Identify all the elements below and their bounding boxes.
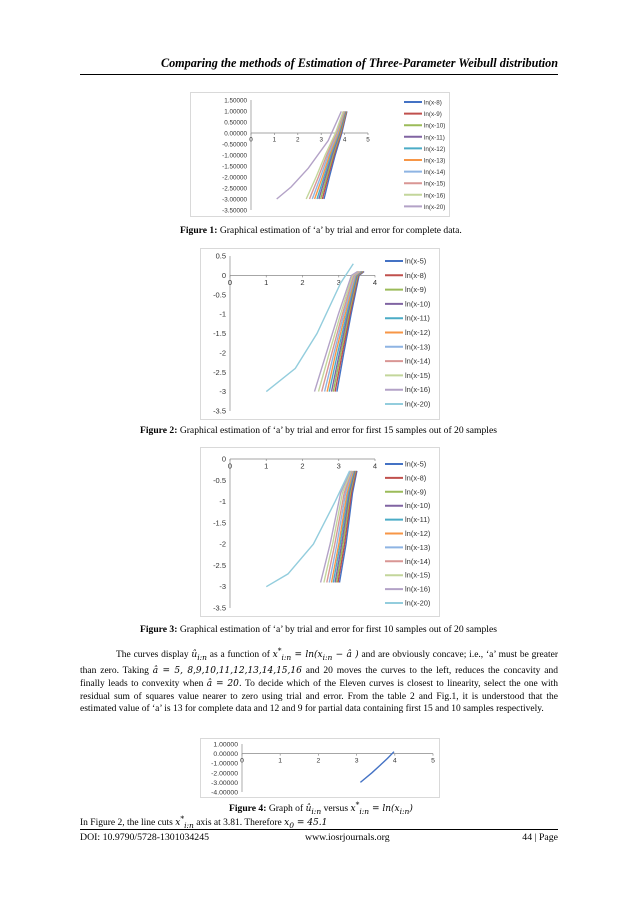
figure-4-svg: [200, 738, 440, 798]
fig1-y-tick-label: -0.50000: [222, 141, 247, 149]
fig3-y-tick-label: -3: [219, 582, 226, 592]
fig1-y-tick-label: 1.50000: [224, 97, 247, 105]
figure-4-caption-text-1: Graph of: [268, 803, 304, 814]
fig2-legend-label: ln(x-9): [405, 285, 427, 295]
fig2-y-tick-label: -3: [219, 387, 226, 397]
fig2-legend-label: ln(x-13): [405, 342, 431, 352]
fig4-x-tick-label: 5: [431, 757, 435, 765]
body-paragraph: [80, 645, 558, 716]
figure-4-chart: [200, 738, 440, 798]
fig1-legend-label: ln(x-14): [424, 169, 446, 177]
para-text-5: To decide which of the Eleven curves is closest to linearity, select the one with residual sum of squares value nearer to zero using trial and error. From the table 2 and Fig.1, it is understood that the estimated value of ‘a’ is 13 for complete data and 12 and 9 for partial data containing first 15 and 10 samples respectively.: [80, 678, 558, 715]
fig2-legend-label: ln(x-16): [405, 385, 431, 395]
fig2-y-tick-label: -1: [219, 309, 226, 319]
fig1-y-tick-label: -3.00000: [222, 196, 247, 204]
fig4-y-tick-label: 1.00000: [213, 741, 238, 749]
fig3-x-tick-label: 0: [227, 461, 233, 471]
fig1-legend-label: ln(x-13): [424, 157, 446, 165]
fig3-y-tick-label: -1: [219, 497, 226, 507]
fig3-legend-label: ln(x-9): [405, 487, 427, 497]
figure-4-caption-text-2: versus: [323, 803, 349, 814]
fig3-legend-label: ln(x-11): [405, 515, 430, 525]
figure-3-caption-label: Figure 3:: [140, 624, 178, 635]
fig3-legend-label: ln(x-16): [405, 584, 431, 594]
fig1-x-tick-label: 3: [319, 136, 323, 144]
fig2-legend-label: ln(x-8): [405, 270, 427, 280]
running-header: Comparing the methods of Estimation of Three-Parameter Weibull distribution: [160, 56, 558, 70]
fig3-legend-label: ln(x-14): [405, 556, 431, 566]
math-a-values: â = 5, 8,9,10,11,12,13,14,15,16: [152, 665, 302, 676]
fig1-x-tick-label: 4: [342, 136, 347, 144]
figure-2-svg: [200, 248, 440, 420]
para-text-4: and 20 moves the curves to the left, reduces the concavity and finally leads to convexity when: [80, 665, 559, 689]
footer-site[interactable]: www.iosrjournals.org: [305, 832, 390, 843]
fig3-legend-label: ln(x-20): [405, 598, 431, 608]
followup-text-1: In Figure 2, the line cuts: [80, 818, 173, 828]
figure-4-caption-label: Figure 4:: [229, 803, 267, 814]
fig1-y-tick-label: -2.00000: [222, 174, 247, 182]
fig1-legend-label: ln(x-12): [424, 145, 446, 153]
fig2-x-tick-label: 3: [336, 277, 341, 287]
followup-text-2: axis at 3.81. Therefore: [196, 818, 282, 828]
fig1-legend-label: ln(x-20): [424, 203, 446, 211]
fig3-legend-label: ln(x-12): [405, 529, 431, 538]
fig2-legend-label: ln(x-20): [405, 399, 431, 409]
fig2-legend-label: ln(x-11): [405, 313, 430, 323]
figure-2-caption: [140, 425, 497, 436]
fig1-legend-label: ln(x-9): [424, 111, 442, 119]
para-text-3: and are obviously concave; i.e., ‘a’ must be greater than zero. Taking: [80, 650, 558, 676]
fig2-frame: [201, 249, 440, 420]
fig3-y-tick-label: -3.5: [213, 603, 226, 613]
fig2-y-tick-label: -3.5: [213, 406, 226, 416]
fig3-legend-label: ln(x-15): [405, 570, 431, 580]
fig4-y-tick-label: -2.00000: [211, 770, 238, 778]
fig4-y-tick-label: 0.00000: [213, 751, 238, 759]
fig2-x-tick-label: 4: [372, 277, 378, 287]
fig2-x-tick-label: 0: [227, 277, 233, 287]
figure-3-svg: [200, 447, 440, 617]
figure-1-caption: [180, 225, 462, 236]
figure-2-chart: [200, 248, 440, 420]
fig3-y-tick-label: -2.5: [213, 560, 226, 570]
followup-math-x0: $x_0 = 45.1$: [284, 818, 328, 830]
para-text-1: The curves display: [116, 650, 189, 660]
fig4-x-tick-label: 3: [354, 757, 359, 765]
fig1-y-tick-label: 1.00000: [224, 108, 247, 116]
figure-4-math-u: $û_{i:n}$: [305, 804, 322, 816]
math-x-star: $x^*_{i:n} = \ln(x_{i:n}$ − â ): [272, 646, 359, 662]
fig1-legend-label: ln(x-15): [424, 180, 446, 188]
figure-2-caption-text: Graphical estimation of ‘a’ by trial and error for first 15 samples out of 20 samples: [179, 425, 497, 436]
header-rule: [80, 74, 558, 75]
fig2-legend-label: ln(x-15): [405, 370, 431, 380]
fig1-y-tick-label: 0.00000: [224, 130, 247, 138]
fig3-y-tick-label: 0: [221, 454, 226, 464]
footer-page-number: 44 | Page: [522, 832, 558, 843]
fig1-y-tick-label: -2.50000: [222, 185, 247, 193]
fig1-x-tick-label: 1: [272, 136, 277, 144]
fig1-x-tick-label: 2: [296, 136, 300, 144]
footer-doi: DOI: 10.9790/5728-1301034245: [80, 832, 209, 843]
fig4-x-tick-label: 0: [240, 757, 244, 765]
fig3-x-tick-label: 4: [372, 461, 378, 471]
fig4-y-tick-label: -4.00000: [211, 789, 238, 797]
fig4-x-tick-label: 1: [278, 757, 283, 765]
fig2-legend-label: ln(x-12): [405, 328, 431, 337]
figure-2-caption-label: Figure 2:: [140, 425, 178, 436]
fig1-legend-label: ln(x-8): [424, 99, 442, 107]
figure-1-caption-label: Figure 1:: [180, 225, 218, 236]
fig1-y-tick-label: 0.50000: [224, 119, 247, 127]
fig3-legend-label: ln(x-13): [405, 542, 431, 552]
fig2-legend-label: ln(x-10): [405, 299, 431, 309]
figure-1-caption-text: Graphical estimation of ‘a’ by trial and error for complete data.: [219, 225, 462, 236]
followup-math-x: $x^*_{i:n}$: [175, 814, 194, 830]
fig2-legend-label: ln(x-5): [405, 256, 427, 266]
figure-3-chart: [200, 447, 440, 617]
fig1-y-tick-label: -3.50000: [222, 207, 247, 215]
figure-3-caption-text: Graphical estimation of ‘a’ by trial and error for first 10 samples out of 20 samples: [179, 624, 497, 635]
fig2-y-tick-label: -2: [219, 348, 226, 358]
fig2-y-tick-label: 0: [221, 270, 226, 280]
fig1-y-tick-label: -1.00000: [222, 152, 247, 160]
math-a-20: â = 20.: [206, 678, 242, 689]
fig4-y-tick-label: -1.00000: [211, 760, 238, 768]
fig1-legend-label: ln(x-10): [424, 122, 446, 130]
figure-1-chart: [190, 92, 450, 217]
fig3-legend-label: ln(x-10): [405, 501, 431, 511]
fig3-y-tick-label: -1.5: [213, 518, 226, 528]
fig3-x-tick-label: 2: [300, 461, 305, 471]
fig2-y-tick-label: -2.5: [213, 367, 226, 377]
fig3-x-tick-label: 1: [264, 461, 269, 471]
fig3-legend-label: ln(x-5): [405, 459, 427, 469]
figure-4-followup-text: [80, 814, 558, 830]
fig3-y-tick-label: -0.5: [213, 475, 226, 485]
fig4-x-tick-label: 4: [392, 757, 397, 765]
fig2-y-tick-label: 0.5: [215, 251, 226, 261]
fig1-x-tick-label: 0: [249, 136, 253, 144]
fig4-series-line: [360, 752, 394, 783]
fig4-y-tick-label: -3.00000: [211, 779, 238, 787]
para-text-2: as a function of: [209, 650, 270, 660]
fig1-x-tick-label: 5: [366, 136, 370, 144]
fig3-legend-label: ln(x-8): [405, 473, 427, 483]
fig3-y-tick-label: -2: [219, 539, 226, 549]
fig2-y-tick-label: -0.5: [213, 290, 226, 300]
fig2-y-tick-label: -1.5: [213, 329, 226, 338]
fig2-legend-label: ln(x-14): [405, 356, 431, 366]
figure-1-svg: [190, 92, 450, 217]
math-u-hat: $û_{i:n}$: [191, 650, 207, 662]
fig3-x-tick-label: 3: [336, 461, 341, 471]
figure-4-math-x: $x^*_{i:n} = \ln(x_{i:n})$: [350, 800, 413, 816]
fig4-x-tick-label: 2: [316, 757, 321, 765]
footer-rule: [80, 829, 558, 830]
fig2-x-tick-label: 2: [300, 277, 305, 287]
figure-3-caption: [140, 624, 497, 635]
fig1-legend-label: ln(x-11): [424, 134, 445, 142]
fig2-x-tick-label: 1: [264, 277, 269, 287]
fig1-y-tick-label: -1.50000: [222, 163, 247, 171]
fig1-legend-label: ln(x-16): [424, 192, 446, 200]
